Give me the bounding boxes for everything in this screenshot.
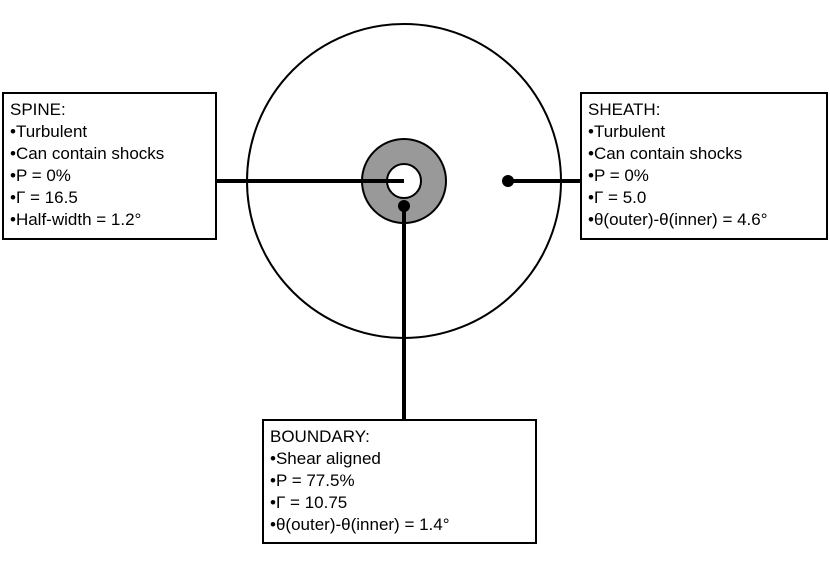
callout-boundary: [262, 419, 537, 544]
callout-spine-line-4: •Γ = 16.5: [10, 188, 78, 208]
callout-sheath-line-4: •Γ = 5.0: [588, 188, 647, 208]
callout-spine-line-1: •Turbulent: [10, 122, 88, 142]
callout-boundary-line-4: •θ(outer)-θ(inner) = 1.4°: [270, 515, 450, 535]
callout-sheath-title: SHEATH:: [588, 100, 661, 119]
boundary-leader-dot: [398, 200, 410, 212]
callout-boundary-line-2: •P = 77.5%: [270, 471, 355, 491]
callout-sheath-line-5: •θ(outer)-θ(inner) = 4.6°: [588, 210, 768, 230]
callout-sheath-line-3: •P = 0%: [588, 166, 649, 186]
callout-spine-title: SPINE:: [10, 100, 66, 119]
callout-spine: [2, 92, 217, 240]
callout-sheath: [580, 92, 828, 240]
callout-spine-line-5: •Half-width = 1.2°: [10, 210, 142, 230]
callout-spine-line-3: •P = 0%: [10, 166, 71, 186]
callout-boundary-title: BOUNDARY:: [270, 427, 370, 446]
callout-spine-line-2: •Can contain shocks: [10, 144, 165, 164]
callout-boundary-line-1: •Shear aligned: [270, 449, 381, 469]
sheath-leader-dot: [502, 175, 514, 187]
callout-sheath-line-1: •Turbulent: [588, 122, 666, 142]
callout-sheath-line-2: •Can contain shocks: [588, 144, 743, 164]
callout-boundary-line-3: •Γ = 10.75: [270, 493, 348, 513]
